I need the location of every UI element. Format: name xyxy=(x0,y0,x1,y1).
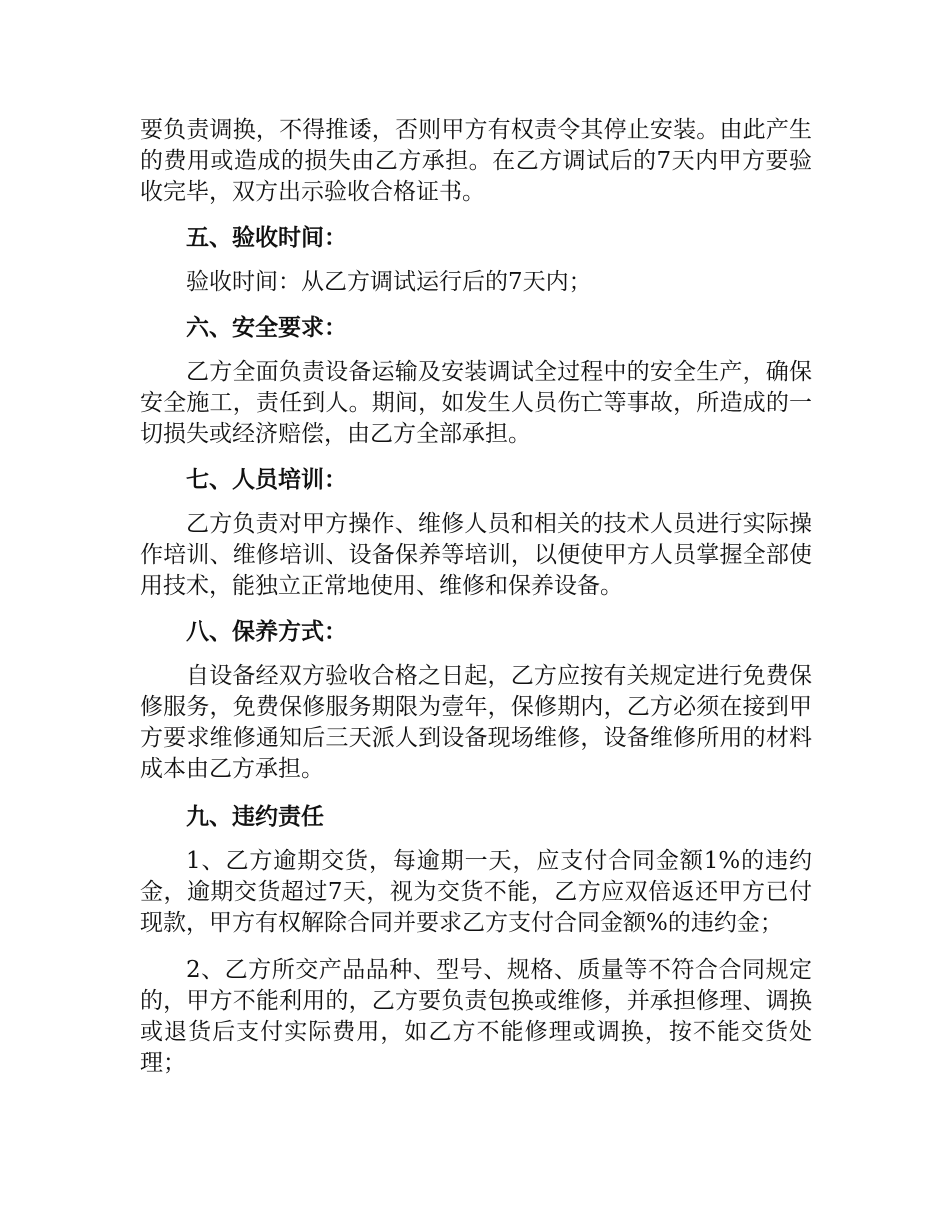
section-5-heading: 五、验收时间： xyxy=(186,224,347,251)
section-7-heading: 七、人员培训： xyxy=(186,466,347,493)
continuation-paragraph: 要负责调换，不得推诿，否则甲方有权责令其停止安装。由此产生的费用或造成的损失由乙方承担。在乙方调试后的7天内甲方要验收完毕，双方出示验收合格证书。 xyxy=(140,117,812,205)
section-5-body: 验收时间：从乙方调试运行后的7天内； xyxy=(186,269,592,295)
section-6-heading: 六、安全要求： xyxy=(186,314,347,341)
section-8-body: 自设备经双方验收合格之日起，乙方应按有关规定进行免费保修服务，免费保修服务期限为壹年，保修期内，乙方必须在接到甲方要求维修通知后三天派人到设备现场维修，设备维修所用的材料成本由乙方承担。 xyxy=(140,663,812,782)
section-7-body: 乙方负责对甲方操作、维修人员和相关的技术人员进行实际操作培训、维修培训、设备保养等培训，以便使甲方人员掌握全部使用技术，能独立正常地使用、维修和保养设备。 xyxy=(140,511,812,599)
section-6-body: 乙方全面负责设备运输及安装调试全过程中的安全生产，确保安全施工，责任到人。期间，如发生人员伤亡等事故，所造成的一切损失或经济赔偿，由乙方全部承担。 xyxy=(140,359,812,447)
section-9-clause-1: 1、乙方逾期交货，每逾期一天，应支付合同金额1%的违约金，逾期交货超过7天，视为交货不能，乙方应双倍返还甲方已付现款，甲方有权解除合同并要求乙方支付合同金额%的违约金； xyxy=(140,848,812,936)
section-8-heading: 八、保养方式： xyxy=(186,618,347,645)
section-9-clause-2: 2、乙方所交产品品种、型号、规格、质量等不符合合同规定的，甲方不能利用的，乙方要负责包换或维修，并承担修理、调换或退货后支付实际费用，如乙方不能修理或调换，按不能交货处理； xyxy=(140,957,812,1076)
document-page xyxy=(140,115,812,1079)
section-9-heading: 九、违约责任 xyxy=(186,803,324,830)
